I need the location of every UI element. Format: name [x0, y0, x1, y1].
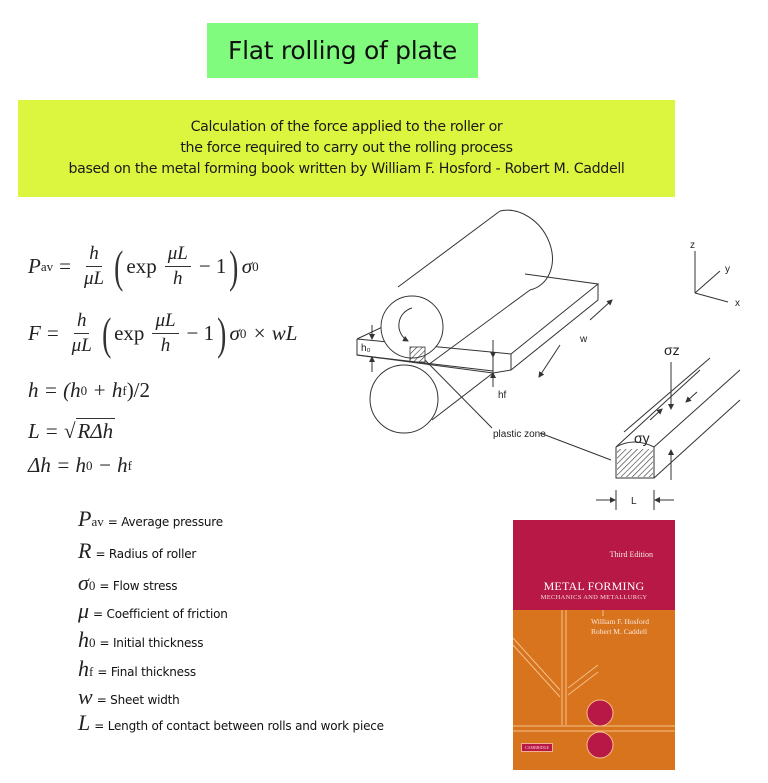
eq-pav-sigma: σ — [241, 254, 253, 278]
legend-item-l — [78, 710, 384, 736]
legend-symbol: L — [78, 710, 91, 735]
eq-force-frac-num: h — [74, 310, 90, 334]
eq-h-part-a: h = (h — [28, 378, 81, 402]
eq-pav-frac-den: μL — [83, 268, 105, 289]
eq-force-sigma: σ — [229, 321, 240, 345]
legend-symbol: h — [78, 627, 89, 652]
eq-dh-part-b: − h — [92, 453, 128, 477]
label-h0: h₀ — [361, 343, 371, 354]
right-paren: ) — [217, 307, 227, 359]
label-hf: hf — [498, 390, 507, 401]
eq-force-fraction — [69, 310, 95, 357]
eq-pav-sigma-sub: 0 — [252, 258, 259, 274]
legend-symbol: h — [78, 656, 89, 681]
subtitle-line-2: the force required to carry out the rolling process — [180, 140, 513, 156]
equation-average-pressure — [28, 240, 259, 292]
eq-force-times-wl: × wL — [252, 321, 298, 345]
legend-symbol-sub: 0 — [89, 635, 96, 650]
subtitle-banner — [18, 100, 675, 197]
roll-and-plate-drawing — [357, 210, 740, 510]
label-sigma-z: σz — [664, 342, 680, 358]
subtitle-line-1: Calculation of the force applied to the roller or — [190, 119, 503, 135]
eq-pav-inner-num: μL — [165, 243, 191, 267]
equation-delta-h — [28, 453, 132, 478]
book-title: METAL FORMING — [543, 579, 645, 593]
eq-force-inner-fraction — [152, 310, 178, 357]
eq-pav-lhs-sub: av — [40, 258, 54, 274]
legend-description: = Length of contact between rolls and work piece — [94, 719, 384, 733]
eq-pav-fraction — [81, 243, 107, 290]
legend-description: = Initial thickness — [99, 636, 204, 650]
legend-description: = Sheet width — [96, 693, 180, 707]
eq-pav-inner-den: h — [173, 268, 183, 289]
eq-force-inner-den: h — [160, 335, 171, 356]
page-title: Flat rolling of plate — [228, 36, 457, 65]
right-paren: ) — [229, 240, 239, 292]
legend-description: = Radius of roller — [95, 547, 197, 561]
legend-item-w — [78, 684, 180, 710]
legend-item-hf — [78, 656, 196, 682]
eq-h-part-c: )/2 — [126, 378, 151, 402]
eq-force-lhs: F — [28, 321, 41, 345]
rolling-diagram — [340, 195, 760, 515]
eq-force-equals: = — [46, 321, 59, 345]
equation-mean-thickness — [28, 378, 150, 403]
legend-symbol: P — [78, 506, 92, 531]
left-paren: ( — [114, 240, 124, 292]
legend-symbol-sub: 0 — [88, 578, 96, 593]
eq-pav-minus-one: − 1 — [198, 254, 227, 278]
book-cover — [513, 520, 675, 770]
label-axis-x: x — [735, 298, 740, 309]
label-w: w — [580, 334, 588, 345]
legend-symbol-sub: f — [89, 664, 94, 679]
eq-l-lhs: L = — [28, 418, 64, 443]
label-plastic-zone: plastic zone — [493, 429, 546, 440]
legend-symbol-sub: av — [91, 514, 104, 529]
title-banner — [207, 23, 478, 78]
eq-pav-frac-num: h — [86, 243, 102, 267]
eq-h-part-b: + h — [87, 378, 123, 402]
eq-h-subf: f — [122, 382, 127, 398]
subtitle-line-3: based on the metal forming book written by William F. Hosford - Robert M. Caddell — [68, 161, 625, 177]
axes-icon — [695, 251, 728, 302]
eq-pav-exp: exp — [126, 254, 157, 278]
equation-contact-length — [28, 418, 115, 444]
eq-force-sigma-sub: 0 — [239, 325, 247, 341]
book-edition: Third Edition — [609, 550, 653, 559]
eq-h-sub0: 0 — [80, 382, 88, 398]
legend-description: = Final thickness — [97, 665, 196, 679]
legend-item-r — [78, 538, 196, 564]
eq-pav-lhs: P — [28, 254, 41, 278]
book-subtitle: MECHANICS AND METALLURGY — [540, 594, 648, 601]
legend-symbol: μ — [78, 598, 90, 623]
legend-item-h0 — [78, 627, 203, 653]
legend-item-mu — [78, 598, 228, 624]
book-author-1: William F. Hosford — [591, 617, 650, 626]
eq-pav-equals: = — [59, 254, 71, 278]
legend-description: = Flow stress — [99, 579, 178, 593]
legend-symbol: w — [78, 684, 93, 709]
sqrt-icon: √ — [63, 418, 76, 443]
label-sigma-y: σy — [634, 430, 650, 446]
left-paren: ( — [101, 307, 112, 359]
label-axis-z: z — [690, 240, 695, 251]
eq-force-inner-num: μL — [152, 310, 178, 334]
label-axis-y: y — [725, 264, 730, 275]
eq-force-frac-den: μL — [71, 335, 92, 356]
legend-symbol: R — [78, 538, 92, 563]
eq-force-exp: exp — [114, 321, 145, 345]
eq-l-radicand: RΔh — [77, 419, 114, 443]
eq-pav-inner-fraction — [165, 243, 191, 290]
legend-symbol: σ — [78, 570, 89, 595]
eq-dh-sub0: 0 — [86, 457, 93, 473]
legend-item-sigma0 — [78, 570, 177, 596]
book-author-2: Robert M. Caddell — [591, 627, 648, 636]
eq-force-minus-one: − 1 — [186, 321, 215, 345]
legend-item-pav — [78, 506, 223, 532]
legend-description: = Average pressure — [107, 515, 223, 529]
publisher-logo: CAMBRIDGE — [521, 743, 553, 752]
legend-description: = Coefficient of friction — [93, 607, 228, 621]
label-L: L — [631, 496, 637, 507]
eq-dh-subf: f — [127, 457, 133, 473]
eq-dh-part-a: Δh = h — [28, 453, 86, 477]
equation-force — [28, 307, 298, 359]
